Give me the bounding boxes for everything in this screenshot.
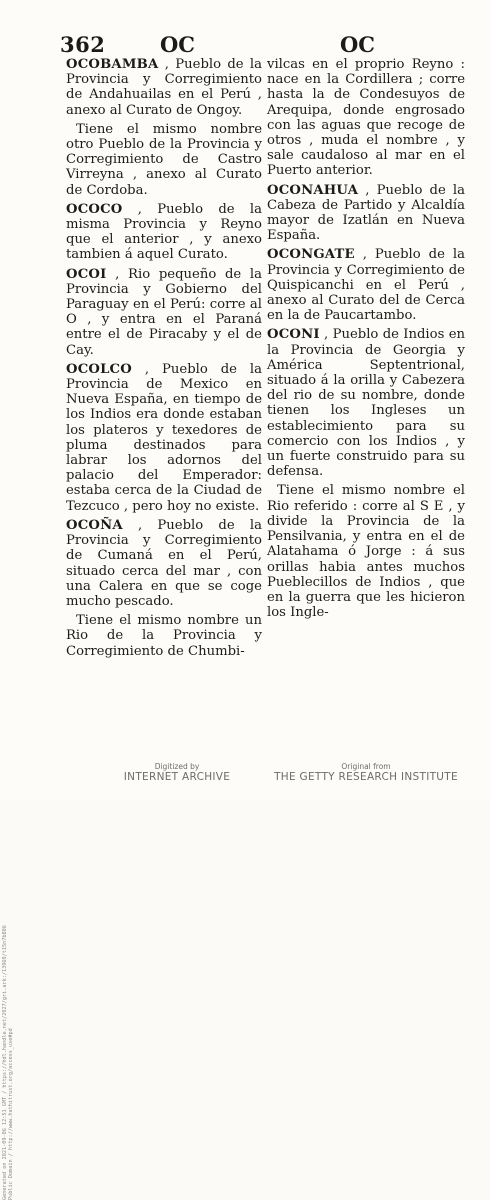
entry-text: , Pueblo de la Provincia y Corregimiento de Andahuailas en el Perú , anexo al Curato de Ongoy. xyxy=(66,57,262,118)
dictionary-entry xyxy=(66,202,262,263)
entry-headword: OCOÑA xyxy=(66,517,123,533)
entry-text: , Pueblo de la Cabeza de Partido y Alcaldía mayor de Izatlán en Nueva España. xyxy=(267,182,465,244)
entry-text: , Pueblo de la Provincia y Corregimiento de Cumaná en el Perú, situado cerca del mar , con una Calera en que se coge mucho pescado. xyxy=(66,517,262,609)
page-number: 362 xyxy=(60,32,106,57)
entry-text: , Rio pequeño de la Provincia y Gobierno del Paraguay en el Perú: corre al O , y entra en el Paraná entre el de Piracaby y el de Cay. xyxy=(66,266,262,358)
entry-headword: OCOLCO xyxy=(66,361,132,377)
dictionary-entry xyxy=(66,267,262,358)
getty-institute-text: THE GETTY RESEARCH INSTITUTE xyxy=(274,771,458,783)
entry-headword: OCOBAMBA xyxy=(66,57,159,72)
entry-text: , Pueblo de la Provincia y Corregimiento de Quispicanchi en el Perú , anexo al Curato del de Cerca en la de Paucartambo. xyxy=(267,247,465,324)
right-text-column xyxy=(267,57,465,624)
entry-paragraph xyxy=(66,122,262,198)
left-running-heading: OC xyxy=(160,32,196,57)
original-from-label: Original from xyxy=(341,762,391,771)
entry-paragraph xyxy=(267,483,465,620)
entry-text: , Pueblo de Indios en la Provincia de Georgia y América Septentrional, situado á la orilla y Cabezera del rio de su nombre, donde tienen los Ingleses un establecimiento para su comercio con los Indios , y un fuerte construido para su defensa. xyxy=(267,327,465,480)
entry-headword: OCOCO xyxy=(66,201,123,217)
watermark-line: Public Domain / http://www.hathitrust.org/access_use#pd xyxy=(8,1028,14,1200)
entry-paragraph xyxy=(267,57,465,179)
entry-text: Tiene el mismo nombre un Rio de la Provincia y Corregimiento de Chumbi- xyxy=(66,613,262,659)
original-source-credit xyxy=(266,762,466,783)
watermark-line: Generated on 2021-09-06 12:51 GMT / https://hdl.handle.net/2027/gri.ark:/13960/t15n7b806 xyxy=(2,925,8,1200)
entry-text: , Pueblo de la misma Provincia y Reyno que el anterior , y anexo tambien á aquel Curato. xyxy=(66,201,262,263)
dictionary-entry xyxy=(66,362,262,514)
entry-text: vilcas en el proprio Reyno : nace en la Cordillera ; corre hasta la de Condesuyos de Arequipa, donde engrosado con las aguas que recoge de otros , muda el nombre , y sale caudaloso al mar en el Puerto anterior. xyxy=(267,57,465,179)
entry-paragraph xyxy=(66,613,262,659)
entry-headword: OCOI xyxy=(66,266,107,282)
entry-text: Tiene el mismo nombre otro Pueblo de la Provincia y Corregimiento de Castro Virreyna , anexo al Curato de Cordoba. xyxy=(66,121,262,198)
right-running-heading: OC xyxy=(340,32,376,57)
entry-text: , Pueblo de la Provincia de Mexico en Nueva España, en tiempo de los Indios era donde estaban los plateros y texedores de pluma destinados para labrar los adornos del palacio del Emperador: estaba cerca de la Ciudad de Tezcuco , pero hoy no existe. xyxy=(66,361,262,514)
page-footer xyxy=(0,760,490,800)
digitizer-credit xyxy=(77,762,277,783)
left-text-column xyxy=(66,57,262,663)
dictionary-entry xyxy=(66,518,262,609)
digitized-by-label: Digitized by xyxy=(154,762,200,771)
dictionary-entry xyxy=(267,183,465,244)
dictionary-entry xyxy=(66,57,262,118)
page-header xyxy=(0,28,490,58)
internet-archive-logo-text: INTERNET ARCHIVE xyxy=(123,771,231,783)
entry-text: Tiene el mismo nombre el Rio referido : corre al S E , y divide la Provincia de la Pensilvania, y entra en el de Alatahama ó Jorge : á sus orillas habia antes muchos Pueblecillos de Indios , que en la guerra que les hicieron los Ingle- xyxy=(267,483,465,621)
dictionary-entry xyxy=(267,327,465,479)
entry-headword: OCONAHUA xyxy=(267,182,359,198)
entry-headword: OCONGATE xyxy=(267,247,355,263)
entry-headword: OCONI xyxy=(267,327,320,343)
margin-watermark xyxy=(0,430,14,1200)
watermark-text xyxy=(2,925,14,1200)
dictionary-entry xyxy=(267,247,465,323)
